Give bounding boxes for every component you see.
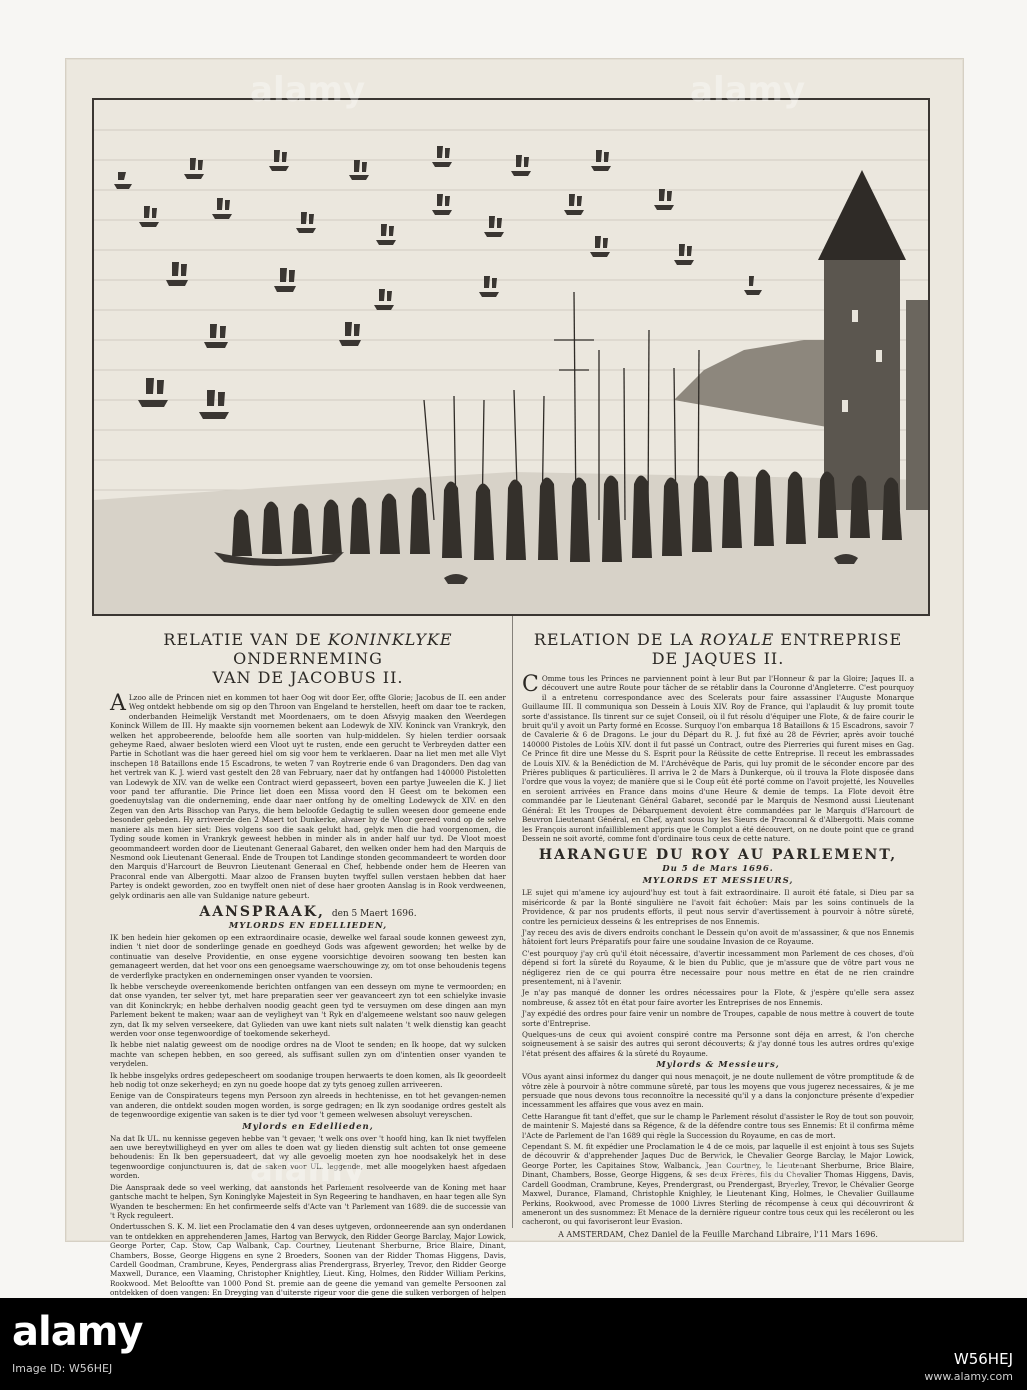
french-paragraph: J'ay expédié des ordres pour faire venir un nombre de Troupes, capable de nous mettre à couvert de toute sorte d'Entreprise. <box>522 1009 914 1028</box>
french-date: Du 5 de Mars 1696. <box>662 864 774 875</box>
imprint-line: A AMSTERDAM, Chez Daniel de la Feuille Marchand Libraire, l'11 Mars 1696. <box>558 1229 878 1239</box>
french-intro: C Omme tous les Princes ne parviennent point à leur But par l'Honneur & par la Gloire; Jaques II. a découvert une autre Route pour tâcher de se rétablir dans la Couronne d'Angleterre. C'est pourquoy il a entretenu correspondance avec des Scelerats pour faire assassiner l'Auguste Monarque Guillaume III. Il communiqua son Dessein à Louis XIV. Roy de France, qui l'aplaudit & luy promit toute sorte d'assistance. Ils tinrent sur ce sujet Conseil, où il fut résolu d'équiper une Flote, & de faire courir le bruit qu'il y avoit un Party formé en Ecosse. Surquoy l'on embarqua 18 Bataillons & 15 Escadrons, savoir 7 de Cavalerie & 6 de Dragons. Le jour du Départ du R. J. fut fixé au 28 de Février, après avoir touché 140000 Pistoles de Loüis XIV. dont il fut passé un Contract, outre des Pierreries qui furent mises en Gag. Ce Prince fit dire une Messe du S. Esprit pour la Réüssite de cette Entreprise. Il receut les embrassades de Louis XIV. & la Benédiction de M. l'Archévêque de Paris, qui luy promit de le séconder encore par des Prières publiques & particulières. Il arriva le 2 de Mars à Dunkerque, où il trouva la Flote disposée dans l'ordre que vous la voyez; de manière que si le Coup eût été porté comme on l'avoit projetté, les Nouvelles en seroient arrivées en France dans moins d'une Heure & demie de temps. La Flote devoit être commandée par le Lieutenant Général Gabaret, secondé par le Marquis de Nesmond aussi Lieutenant Général: Et les Troupes de Débarquement devoient être commandées par le Marquis d'Harcourt de Beuvron Lieutenant Général, en Chef, ayant sous luy les Sieurs de Praconral & d'Albergotti. Mais comme les François auront infailliblement appris que le Complot a été découvert, on ne doute point que ce grand Dessein ne soit avorté, comme font d'ordinaire tous ceux de cette nature. <box>522 672 914 843</box>
dutch-paragraph: Na dat Ik UL. nu kennisse gegeven hebbe van 't gevaer, 't welk ons over 't hoofd hing, kan Ik niet twyffelen aen uwe bereytwilligheyd en yver om alles te doen wat gy lieden dienstig sult achten tot onse gemeene behoudenis: En Ik ben gepersuadeert, dat wy alle gevoelig moeten zyn hoe noodsakelyk het in dese tegenwoordige conjunctuuren is, dat de saken voor UL. leggende, met alle moogelyken haest afgedaen worden. <box>110 1133 506 1181</box>
french-paragraph: J'ay receu des avis de divers endroits conchant le Dessein qu'on avoit de m'assassiner, & que nos Ennemis hâtoient fort leurs Préparatifs pour faire une soudaine Invasion de ce Royaume. <box>522 927 914 947</box>
dutch-salutation-2: Mylords en Edellieden, <box>242 1121 374 1132</box>
dutch-paragraph: Die Aanspraak dede so veel werking, dat aanstonds het Parlement resolveerde van de Koning met haar gantsche macht te helpen, Syn Koninglyke Majesteit in Syn Regeering te handhaven, en haar tegen alle Syn Wyanden te beschermen: En het confirmeerde selfs d'Acte van 't Parlement van 1689. die de successie van 't Ryck reguleert. <box>110 1182 506 1220</box>
dutch-paragraph: Ondertusschen S. K. M. liet een Proclamatie den 4 van deses uytgeven, ordonneerende aan syn onderdanen van te ontdekken en apprehenderen James, Hartog van Berwyck, den Ridder George Barclay, Major Lowick, George Porter, Cap. Stow, Cap Walbank, Cap. Courtney, Lieutenant Sherburne, Brice Blaire, Dinant, Chambers, Bosse, George Higgens en syne 2 Broeders, Soonen van der Ridder Thomas Higgens, Davis, Cardell Goodman, Crambrune, Keyes, Pendergrass alias Prendergrass, Bryerley, Trevor, den Ridder George Maxwell, Durance, een Vlaaming, Christopher Knightley, Lieut. King, Holmes, den Ridder William Perkins, Rookwood. Met Belooftte van 1000 Pond St. premie aan de geene die yemand van gemelte Persoonen zal ontdekken of doen vangen: En Dreyging van d'uiterste rigeur voor die gene die sulken verborgen of helpen <box>110 1222 506 1298</box>
stock-image-info: Image ID: W56HEJ <box>12 1362 113 1375</box>
dutch-paragraph: Eenige van de Conspirateurs tegens myn Persoon zyn alreeds in hechtenisse, en tot het gevangen-nemen van anderen, die ontdekt souden mogen worden, is sorge gedragen; en Ik zyn soodanige ordres gestelt als de tegenwoordige exigentie van saken is te dier tyd voor 't gemeen welwesen absoluyt vereyschen. <box>110 1091 506 1120</box>
dutch-column <box>110 630 506 1309</box>
french-paragraph: LE sujet qui m'amene icy aujourd'huy est tout à fait extraordinaire. Il auroit été fatale, si Dieu par sa miséricorde & par la Bonté singulière ne l'avoit fait échoüer: Mais par les soins continuels de la Providence, & par nos prudents efforts, il peut nous servir d'avertissement à pourvoir à nôtre sûreté, contre les pernicieux desseins & les entreprises de nos Ennemis. <box>522 888 914 926</box>
dutch-paragraph: Ik hebbe insgelyks ordres gedepescheert om soodanige troupen herwaerts te doen komen, als Ik geoordeelt heb nodig tot onze sekerheyd; en zyn nu goede hoope dat zy tyts genoeg zullen arriveeren. <box>110 1070 506 1090</box>
watermark-tile: alamy <box>690 1150 806 1190</box>
dutch-paragraph: Ik hebbe verscheyde overeenkomende berichten ontfangen van een desseyn om myne te vermoorden; en dat onse vyanden, ter selver tyt, met hare preparatien seer ver geavanceert zyn tot een schielyke invasie van dit Koninckryk; en hebbe derhalven noodig geacht geen tyd te versuymen om dese dingen aan myn Parlement bekent te maken; waar aan de veyligheyt van 't Ryk en d'algemeene welstant soo nauw gelegen zyn, dat Ik my selven verseekere, dat Gylieden van uwe kant niets sult nalaten 't welk dienstig kan geacht werden voor onse tegenwoordige of toekomende sekerheyd. <box>110 981 506 1038</box>
dutch-paragraph: IK ben hedein hier gekomen op een extraordinaire ocasie, dewelke wel faraal soude konnen geweest zyn, indien 't niet door de sonderlinge genade en goedheyd Gods was afgewent geworden; het welke by de continuatie van deselve Providentie, en onse eygene voorsichtige devoiren soowang ten besten kan gemanageert werden, dat het voor ons een genoegsame waerschouwinge zy, om tot onse behoudenis tegens de verderflyke practyken en ondernemingen onser vyanden te voorsien. <box>110 932 506 980</box>
harbour-scene-drawing <box>94 100 928 614</box>
french-paragraph: Quelques-uns de ceux qui avoient conspiré contre ma Personne sont déja en arrest, & l'on cherche soigneusement à se saisir des autres qui seront découverts; & j'ay donné tous les autres ordres qu'exige l'état présent des affaires & la sûreté du Royaume. <box>522 1030 914 1058</box>
french-column <box>522 630 914 1239</box>
stock-image-id: W56HEJ <box>953 1350 1013 1368</box>
stock-logo: alamy <box>12 1309 143 1355</box>
french-title: RELATION DE LA ROYALE ENTREPRISE DE JAQUES II. <box>533 630 903 668</box>
stock-banner <box>0 1298 1027 1390</box>
dutch-intro: A Lzoo alle de Princen niet en kommen tot haer Oog wit door Eer, offte Glorie; Jacobus de II. een ander Weg ontdekt hebbende om sig op den Throon van Engeland te herstellen, heeft om daar toe te racken, onderbanden Heimelijk Verstandt met Moordenaers, om te doen Afsvyig maaken den Weerdegen Koninck Willem de III. Hy maakte sijn voornemen bekent aan Lodewyk de XIV. Koninck van Vrankryk, den welken het approbeerende, beloofde hem alle soorten van hulp-middelen. Sy hielen terdier oorsaak geheyme Raed, alwaer besloten wierd een Vloot uyt te rusten, ende een gerucht te Verbreyden datter een Partie in Schotlant was die haer gereed hiel om sig voor hem te verklaeren. Daar na liet men met alle Vlyt inschepen 18 Bataillons ende 15 Escadrons, te weten 7 van Roytrerie ende 6 van Dragonders. Den dag van het vertrek van K. J. wierd vast gestelt den 28 van February, naer dat hy ontfangen had 140000 Pistoletten van Lodewyk de XIV. van de welke een Contract wierd gepasseert, boven een partye Juweelen die K. J liet voor pand ter affurantie. Die Prince liet doen een Missa voord den H Geest om te bekomen een goedenuytslag van die onderneming, ende daar naer ontfong hy de omelting Lodewyck de XIV. en den Zegen van den Arts Bisschop van Parys, die hem beloofde Gedagtig te sullen weesen door gemeene ende besonder gebeden. Hy arriveerde den 2 Maert tot Dunkerke, alwaer hy de Vloor gereed vond op de selve maniere als men hier siet: Dies volgens soo die saak gelukt had, gelyk men die had voorgenomen, die Tyding soude komen in Vrankryk geweest hebben in minder als in ander half uur tyd. De Vloot moest geoommandeert worden door de Lieutenant Generaal Gabaret, den welken onder hem had den Marquis de Nesmond ook Lieutenant Generaal. Ende de Troupen tot Landinge stonden gecommandeert te worden door den Marquis d'Harcourt de Beuvron Lieutenant Generaal en Chef, hebbende onder hem de Heeren van Praconral ende van Albergotti. Maar alzoo de Fransen buyten twyffel sullen verstaen hebben dat haer Partey is ondekt geworden, zoo en twyffelt onen niet of dese haer grooten Aanslag is in Rook verdweenen, gelyk ordinaris aen alle van Suldanige nature gebeurt. <box>110 691 506 900</box>
watermark-tile: alamy <box>690 70 806 110</box>
french-salutation: MYLORDS ET MESSIEURS, <box>642 876 794 887</box>
engraving-illustration <box>92 98 930 616</box>
column-divider <box>512 616 513 1228</box>
stock-url: www.alamy.com <box>924 1370 1013 1383</box>
watermark-tile: alamy <box>250 70 366 110</box>
french-paragraph: C'est pourquoy j'ay crû qu'il étoit nécessaire, d'avertir incessamment mon Parlement de ces choses, d'où dépend si fort la sûreté du Royaume, & le bien du Public, que je m'assure que de vôtre part vous ne négligerez rien de ce qui pourra être necessaire pour nous mettre en état de ne rien craindre presentement, ni à l'avenir. <box>522 948 914 986</box>
dutch-paragraph: Ik hebbe niet nalatig geweest om de noodige ordres na de Vloot te senden; en Ik hoope, dat wy sulcken machte van schepen hebben, en soo gereed, als suffisant sullen zyn om d'intentien onser vyanden te verydelen. <box>110 1040 506 1069</box>
dutch-speech-heading: AANSPRAAK, den 5 Maert 1696. <box>199 903 417 920</box>
dutch-title: RELATIE VAN DE KONINKLYKE ONDERNEMING VAN DE JACOBUS II. <box>163 630 453 687</box>
french-salutation-2: Mylords & Messieurs, <box>656 1060 780 1071</box>
french-paragraph: Je n'ay pas manqué de donner les ordres nécessaires pour la Flote, & j'espère qu'elle sera assez nombreuse, & assez tôt en état pour faire avorter les Entreprises de nos Ennemis. <box>522 988 914 1007</box>
french-paragraph: VOus ayant ainsi informez du danger qui nous menaçoit, je ne doute nullement de vôtre promptitude & de vôtre zèle à pourvoir à nôtre commune sûreté, par tous les moyens que vous jugerez necessaires, & je me persuade que nous devons tous reconnoître la necessité qu'il y a dans la conjoncture présente d'expedier incessamment les affaires que vous avez en main. <box>522 1072 914 1110</box>
french-paragraph: Cependant S. M. fit expédier une Proclamation le 4 de ce mois, par laquelle il est enjoint à tous ses Sujets de découvrir & d'apprehender Jaques Duc de Berwick, le Chevalier George Barclay, le Major Lowick, George Porter, les Capitaines Stow, Walbanck, Jean Courtney, le Lieutenant Sherburne, Brice Blaire, Dinant, Chambers, Bosse, George Higgens, & ses deux Frères, fils du Chevalier Thomas Higgens, Davis, Cardell Goodman, Crambrune, Keyes, Prendergrast, ou Prendergast, Bryerley, Trevor, le Chévalier George Maxwel, Durance, Flamand, Christophle Knighley, le Lieutenant King, Holmes, le Chevalier Guillaume Perkins, Rookwood, avec Promesse de 1000 Livres Sterling de récompense à ceux qui découvriront & ameneront un des susnommez: Et Menace de la dernière rigueur contre tous ceux qui les recéleront ou les cacheront, ou qui favoriseront leur Evasion. <box>522 1142 914 1227</box>
dutch-salutation: MYLORDS EN EDELLIEDEN, <box>228 920 388 931</box>
french-speech-heading: HARANGUE DU ROY AU PARLEMENT, <box>538 847 898 864</box>
french-paragraph: Cette Harangue fit tant d'effet, que sur le champ le Parlement résolut d'assister le Roy de tout son pouvoir, de maintenir S. Majesté dans sa Régence, & de la défendre contre tous ses Ennemis: Et il confirma même l'Acte de Parlement de l'an 1689 qui règle la Succession du Royaume, en cas de mort. <box>522 1111 914 1140</box>
watermark-tile: alamy <box>250 1150 366 1190</box>
